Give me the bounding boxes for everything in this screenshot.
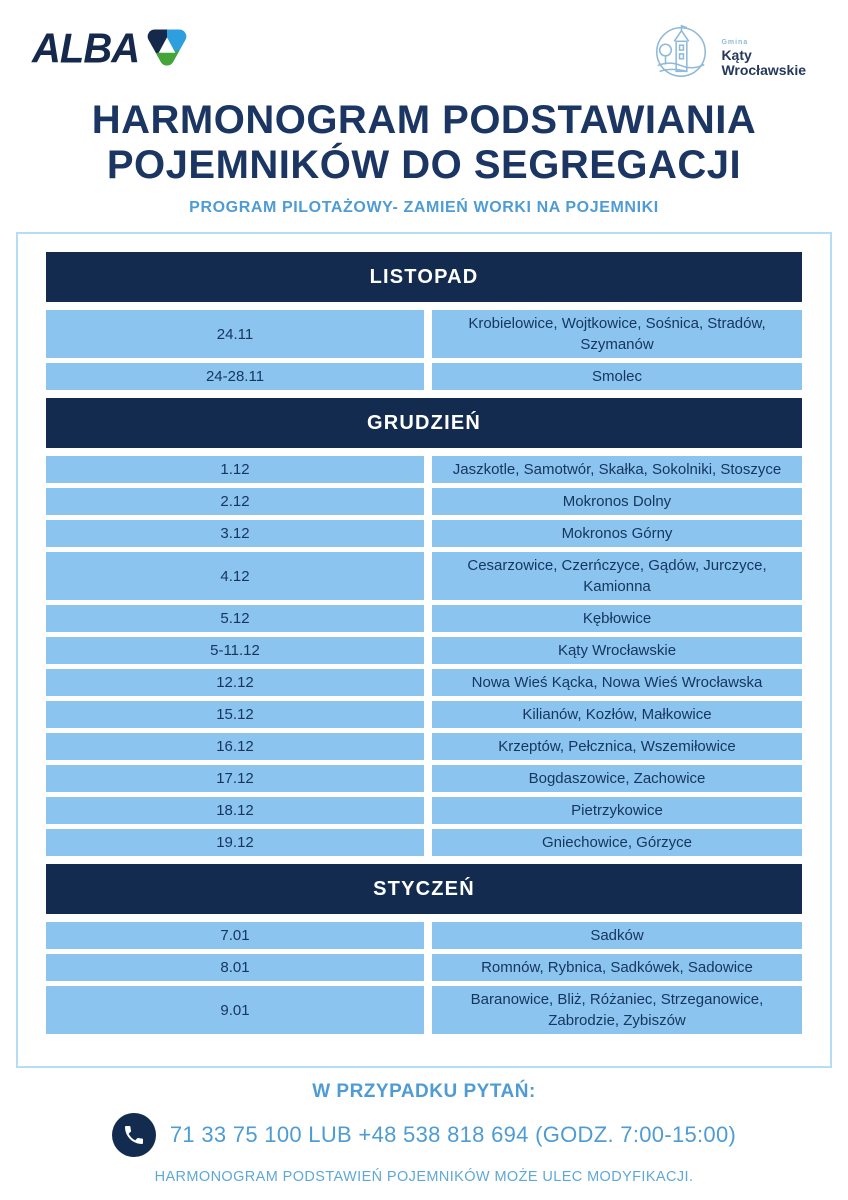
schedule-row [46,637,802,664]
schedule-locations-cell: Kębłowice [432,605,802,632]
schedule-table [16,232,832,1068]
page-title [0,98,848,188]
schedule-date-cell: 9.01 [46,986,424,1034]
schedule-locations-cell: Cesarzowice, Czerńczyce, Gądów, Jurczyce, Kamionna [432,552,802,600]
schedule-row [46,922,802,949]
schedule-date-cell: 12.12 [46,669,424,696]
schedule-row [46,520,802,547]
schedule-locations-cell: Jaszkotle, Samotwór, Skałka, Sokolniki, Stoszyce [432,456,802,483]
gmina-name-line2: Wrocławskie [721,62,806,79]
schedule-locations-cell: Romnów, Rybnica, Sadkówek, Sadowice [432,954,802,981]
schedule-date-cell: 3.12 [46,520,424,547]
schedule-row [46,765,802,792]
recycle-triangle-icon [145,26,189,73]
schedule-row [46,456,802,483]
schedule-date-cell: 2.12 [46,488,424,515]
schedule-locations-cell: Mokronos Górny [432,520,802,547]
schedule-date-cell: 1.12 [46,456,424,483]
schedule-date-cell: 5.12 [46,605,424,632]
schedule-locations-cell: Baranowice, Bliż, Różaniec, Strzeganowice, Zabrodzie, Zybiszów [432,986,802,1034]
schedule-locations-cell: Krobielowice, Wojtkowice, Sośnica, Stradów, Szymanów [432,310,802,358]
disclaimer-text: HARMONOGRAM PODSTAWIEŃ POJEMNIKÓW MOŻE ULEC MODYFIKACJI. [154,1169,694,1185]
schedule-date-cell: 24-28.11 [46,363,424,390]
schedule-locations-cell: Gniechowice, Górzyce [432,829,802,856]
schedule-locations-cell: Bogdaszowice, Zachowice [432,765,802,792]
schedule-locations-cell: Sadków [432,922,802,949]
page-title-line2: POJEMNIKÓW DO SEGREGACJI [106,143,742,187]
schedule-row [46,954,802,981]
schedule-date-cell: 19.12 [46,829,424,856]
schedule-date-cell: 16.12 [46,733,424,760]
schedule-date-cell: 8.01 [46,954,424,981]
gmina-label: Gmina [721,39,749,47]
month-header: STYCZEŃ [46,864,802,914]
schedule-date-cell: 7.01 [46,922,424,949]
schedule-locations-cell: Krzeptów, Pełcznica, Wszemiłowice [432,733,802,760]
schedule-date-cell: 18.12 [46,797,424,824]
schedule-row [46,552,802,600]
schedule-row [46,310,802,358]
month-header: LISTOPAD [46,252,802,302]
schedule-row [46,797,802,824]
month-header: GRUDZIEŃ [46,398,802,448]
schedule-date-cell: 24.11 [46,310,424,358]
alba-logo [32,26,189,73]
schedule-date-cell: 4.12 [46,552,424,600]
gmina-name-line1: Kąty [721,47,752,64]
schedule-locations-cell: Pietrzykowice [432,797,802,824]
schedule-row [46,488,802,515]
schedule-row [46,733,802,760]
schedule-row [46,363,802,390]
gmina-logo [650,20,806,87]
phone-numbers: 71 33 75 100 LUB +48 538 818 694 (GODZ. 7:00-15:00) [169,1122,737,1147]
page-subtitle: PROGRAM PILOTAŻOWY- ZAMIEŃ WORKI NA POJEMNIKI [189,199,659,216]
schedule-date-cell: 15.12 [46,701,424,728]
schedule-row [46,605,802,632]
logo-bar [0,0,848,86]
gmina-logo-text [721,29,806,78]
schedule-row [46,829,802,856]
alba-logo-text: ALBA [32,25,140,73]
schedule-row [46,986,802,1034]
schedule-date-cell: 5-11.12 [46,637,424,664]
schedule-locations-cell: Mokronos Dolny [432,488,802,515]
schedule-row [46,701,802,728]
schedule-locations-cell: Smolec [432,363,802,390]
phone-icon [112,1113,156,1157]
footer [0,1081,848,1185]
questions-heading: W PRZYPADKU PYTAŃ: [312,1081,536,1102]
schedule-locations-cell: Kilianów, Kozłów, Małkowice [432,701,802,728]
schedule-locations-cell: Nowa Wieś Kącka, Nowa Wieś Wrocławska [432,669,802,696]
schedule-date-cell: 17.12 [46,765,424,792]
schedule-row [46,669,802,696]
phone-row [0,1113,848,1157]
town-emblem-icon [650,20,712,87]
page-title-line1: HARMONOGRAM PODSTAWIANIA [91,98,757,142]
schedule-locations-cell: Kąty Wrocławskie [432,637,802,664]
